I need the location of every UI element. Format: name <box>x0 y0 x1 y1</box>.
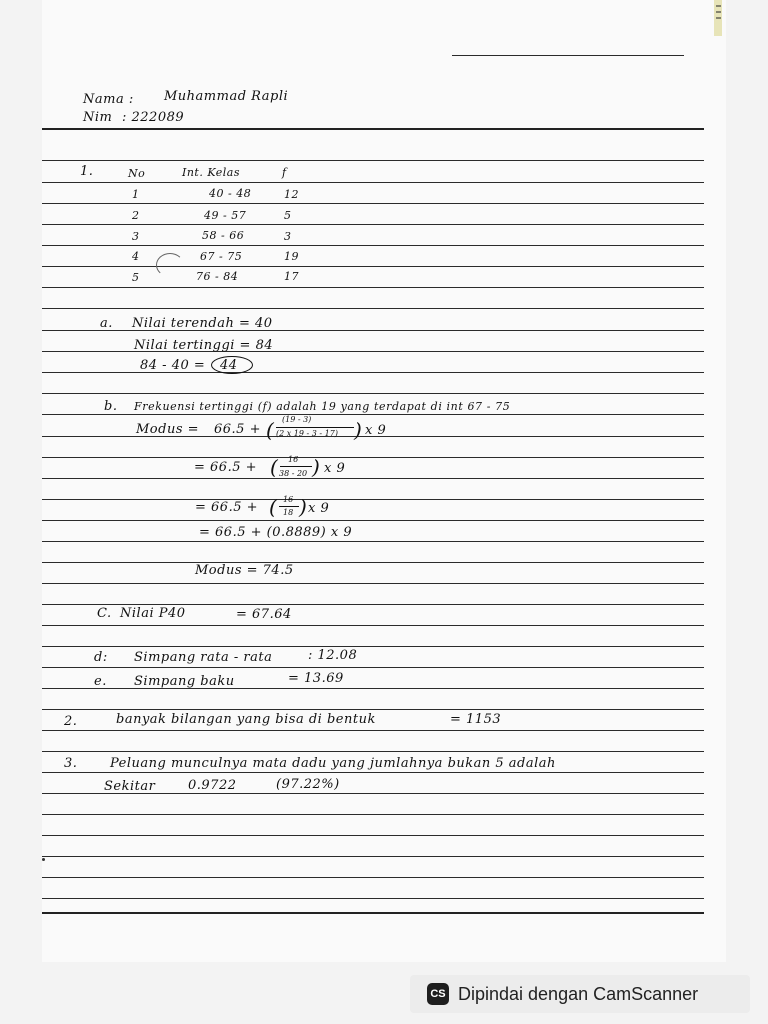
top-margin-line <box>452 55 684 56</box>
part-d-value: : 12.08 <box>308 648 358 663</box>
nim-label: Nim <box>83 110 113 125</box>
paren-open: ( <box>269 495 278 519</box>
table-cell-frequency: 3 <box>284 230 292 243</box>
part-d-text: Simpang rata - rata <box>134 650 273 665</box>
table-cell-no: 5 <box>132 271 140 284</box>
part-e-label: e. <box>94 674 107 689</box>
modus-step2-denominator: 38 - 20 <box>279 469 308 478</box>
rule-line <box>42 224 704 225</box>
watermark-text: Dipindai dengan CamScanner <box>458 983 699 1004</box>
notebook-page <box>42 0 726 962</box>
table-cell-frequency: 17 <box>284 270 299 283</box>
modus-step3-suffix: x 9 <box>308 501 330 516</box>
paren-close: ) <box>299 495 308 519</box>
modus-step3-prefix: = 66.5 + <box>195 500 258 515</box>
rule-line <box>42 583 704 584</box>
modus-step2-suffix: x 9 <box>324 461 346 476</box>
nama-value: Muhammad Rapli <box>164 89 289 104</box>
rule-line <box>42 308 704 309</box>
rule-line <box>42 203 704 204</box>
q1-number: 1. <box>80 164 94 179</box>
q3-line1: Peluang munculnya mata dadu yang jumlahnya bukan 5 adalah <box>110 756 556 771</box>
fraction-line <box>280 466 312 467</box>
part-a-line2: Nilai tertinggi = 84 <box>134 338 274 353</box>
table-cell-no: 2 <box>132 209 140 222</box>
part-d-label: d: <box>94 650 108 665</box>
table-header-interval: Int. Kelas <box>182 166 240 179</box>
table-cell-no: 3 <box>132 230 140 243</box>
rule-line <box>42 835 704 836</box>
camscanner-watermark <box>410 975 750 1013</box>
table-cell-frequency: 19 <box>284 250 299 263</box>
rule-line <box>42 709 704 710</box>
rule-line <box>42 667 704 668</box>
rule-line <box>42 856 704 857</box>
q3-line2-value: 0.9722 <box>188 778 237 793</box>
modus-step4: = 66.5 + (0.8889) x 9 <box>199 525 353 540</box>
q3-line2-percent: (97.22%) <box>276 777 340 792</box>
rule-line <box>42 814 704 815</box>
modus-step3-numerator: 16 <box>283 495 294 504</box>
fraction-line <box>279 506 299 507</box>
part-e-text: Simpang baku <box>134 674 235 689</box>
part-a-line1: Nilai terendah = 40 <box>132 316 273 331</box>
part-a-label: a. <box>100 316 113 331</box>
q2-value: = 1153 <box>450 712 502 727</box>
rule-line <box>42 646 704 647</box>
rule-line <box>42 414 704 415</box>
rule-line <box>42 730 704 731</box>
paren-close: ) <box>354 418 363 442</box>
modus-step3-denominator: 18 <box>283 508 294 517</box>
fraction-line <box>276 427 354 428</box>
q2-text: banyak bilangan yang bisa di bentuk <box>116 712 376 727</box>
rule-line <box>42 457 704 458</box>
rule-line <box>42 751 704 752</box>
rule-line <box>42 245 704 246</box>
modus-step2-prefix: = 66.5 + <box>194 460 257 475</box>
camscanner-logo-icon: CS <box>427 983 449 1005</box>
modus-result: Modus = 74.5 <box>195 563 294 578</box>
rule-line <box>42 287 704 288</box>
table-cell-no: 1 <box>132 188 140 201</box>
rule-line <box>42 520 704 521</box>
rule-line <box>42 541 704 542</box>
modus-step1-denominator: (2 x 19 - 3 - 17) <box>276 429 338 438</box>
rule-line <box>42 182 704 183</box>
part-c-label: C. <box>97 606 112 621</box>
rule-line <box>42 266 704 267</box>
rule-line <box>42 478 704 479</box>
rule-line <box>42 625 704 626</box>
table-cell-frequency: 12 <box>284 188 299 201</box>
rule-line <box>42 604 704 605</box>
nama-label: Nama : <box>83 92 134 107</box>
modus-step1-prefix: 66.5 + <box>214 422 261 437</box>
q2-number: 2. <box>64 714 78 729</box>
part-a-line3: 84 - 40 = <box>140 358 206 373</box>
modus-step1-suffix: x 9 <box>365 423 387 438</box>
q3-number: 3. <box>64 756 78 771</box>
modus-step1-numerator: (19 - 3) <box>282 415 312 424</box>
modus-step2-numerator: 16 <box>288 455 299 464</box>
table-header-frequency: f <box>282 166 287 179</box>
part-c-text: Nilai P40 <box>120 606 186 621</box>
part-a-answer: 44 <box>220 358 238 373</box>
nim-value: : 222089 <box>122 110 185 125</box>
sticky-tab-edge <box>714 0 724 36</box>
table-cell-interval: 49 - 57 <box>204 209 247 222</box>
table-cell-no: 4 <box>132 250 140 263</box>
table-cell-interval: 76 - 84 <box>196 270 239 283</box>
table-cell-interval: 58 - 66 <box>202 229 245 242</box>
pencil-arc-mark <box>156 253 184 277</box>
rule-line <box>42 772 704 773</box>
rule-line <box>42 128 704 130</box>
rule-line <box>42 562 704 563</box>
table-cell-interval: 40 - 48 <box>209 187 252 200</box>
rule-line <box>42 912 704 914</box>
q3-line2-label: Sekitar <box>104 779 156 794</box>
part-c-value: = 67.64 <box>236 607 292 622</box>
modus-label: Modus = <box>136 422 200 437</box>
rule-line <box>42 898 704 899</box>
paren-open: ( <box>266 418 275 442</box>
table-header-no: No <box>128 167 146 180</box>
table-cell-frequency: 5 <box>284 209 292 222</box>
rule-line <box>42 393 704 394</box>
table-cell-interval: 67 - 75 <box>200 250 243 263</box>
rule-line <box>42 160 704 161</box>
rule-line <box>42 499 704 500</box>
part-b-line1: Frekuensi tertinggi (f) adalah 19 yang terdapat di int 67 - 75 <box>134 400 511 413</box>
part-b-label: b. <box>104 399 118 414</box>
paren-close: ) <box>312 455 321 479</box>
paren-open: ( <box>270 455 279 479</box>
ink-dot <box>42 858 45 861</box>
rule-line <box>42 877 704 878</box>
part-e-value: = 13.69 <box>288 671 344 686</box>
